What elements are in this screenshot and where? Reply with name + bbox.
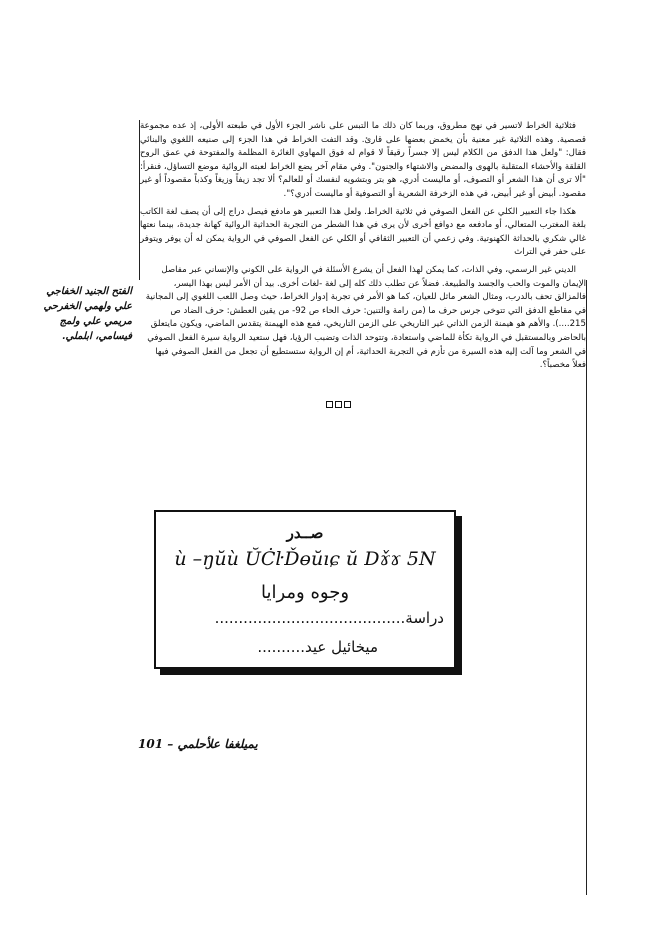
section-separator — [326, 401, 351, 408]
side-note-line: فيسامي، ابلملي. — [62, 331, 132, 342]
side-note-line: مريمي علي ولمج — [59, 316, 132, 327]
box-book-genre: دراسة........................................ — [214, 609, 444, 627]
footer-journal-name: يميلغفا علأحلمي — [177, 737, 258, 751]
paragraph-2: هكذا جاء التعبير الكلي عن الفعل الصوفي في ثلاثية الخراط. ولعل هذا التعبير هو مادفع فيصل دراج إلى أن يصف لغة الكاتب بلغة المغترب المتعالي، أو مادفعه مع دوافع أخرى لأن يرى في هذا الشطر من التجربة الحداثية الروائية كهانة جديدة، بينما نعتها غالي شكري بالحداثة الكهنوتية. وفي زعمي أن التعبير الثقافي أو الكلي عن الفعل الصوفي في الرواية يمكن له أن يوفر ويتوفر على حفر في التراث — [140, 206, 586, 258]
separator-square-icon — [326, 401, 333, 408]
separator-square-icon — [335, 401, 342, 408]
box-heading: صــدر — [286, 524, 324, 542]
column-rule-right — [586, 280, 587, 895]
box-book-title: وجوه ومرايا — [260, 582, 350, 603]
paragraph-3: الديني غير الرسمي، وفي الذات، كما يمكن لهذا الفعل أن يشرع الأسئلة في الرواية على الكوني والإنساني عبر مفاصل الإيمان والموت والحب والجسد والطبيعة. فضلاً عن تطلب ذلك كله إلى لغة -لغات أخرى. بيد أن الأمر ليس بهذا اليسر، فالمزالق تحف بالدرب، ومثال الشعر ماثل للعيان، كما هو الأمر في تجربة إدوار الخراط، حيث وصل اللعب اللغوي إلى المجانية في مقاطع الدفق التي تتوخى جرس حرف ما (من رامة والتنين: حرف الحاء ص 92- من يقين العطش: حرف الضاد ص 215....). والأهم هو هيمنة الزمن الذاتي غير التاريخي على الزمن التاريخي، فمع هذه الهيمنة يتقدس الماضي، ويكون مايتعلق بالحاضر وبالمستقبل في الرواية تكأة للماضي واستعادة، وتتوحد الذات وتضبب الرؤيا، فهل ستعيد الرواية سيرة الفعل الصوفي في الشعر وما آلت إليه هذه السيرة من تأزم في التجربة الحداثية، أم إن الرواية ستستطيع أن تجعل من الفعل الصوفي فيها فعلاً مخصباً؟. — [145, 264, 586, 371]
box-publisher-line: ù –ŋŭù ŬĊŀĎɵŭıɕ ŭ Dɤ̌ɤ 5N — [174, 548, 436, 570]
footer-dash: – — [167, 737, 174, 751]
box-book-author: ميخائيل عيد.......... — [257, 638, 378, 656]
paragraph-1: فثلاثية الخراط لاتسير في نهج مطروق، وربما كان ذلك ما التبس على ناشر الجزء الأول في طبعته الأولى، إذ عده مجموعة قصصية. وهذه الثلاثية غير معنية بأن يخمض بعضها على قارئ. وقد التفت الخراط في هذا الجزء إلى صنيعه اللغوي والبنائي فقال: "ولعل هذا الدفق من الكلام ليس إلا جسراً رقيقاً لا قوام له فوق المهاوي الغائرة المظلمة والمفتوحة في عمق الروح القلقة والأحشاء المتقلبة بالهوى والمضض والاشتهاء والجنون". وفي مقام آخر يضع الخراط لعبته الروائية موضع التساؤل، فنقرأ: "ألا ترى أن هذا الشعر أو التصوف، أو ماليست أدري، هو بتر وبتشويه لنفسك أو للعالم؟ ألا تجد زيفاً وزيغاً وكذباً مقصوداً أو غير مقصود. أبيض أو غير أبيض، في هذه الزخرفة الشعرية أو التصوفية أو ماليست أدري؟". — [140, 121, 586, 199]
page-number: 101 — [138, 737, 164, 751]
side-note-line: الفتح الجنيد الخفاجي — [46, 286, 132, 297]
new-release-box — [154, 510, 456, 669]
page-footer — [134, 737, 334, 751]
side-note-line: علي ولهمي الخفرحي — [43, 301, 132, 312]
author-side-note — [22, 284, 132, 344]
article-body — [140, 120, 586, 377]
separator-square-icon — [344, 401, 351, 408]
